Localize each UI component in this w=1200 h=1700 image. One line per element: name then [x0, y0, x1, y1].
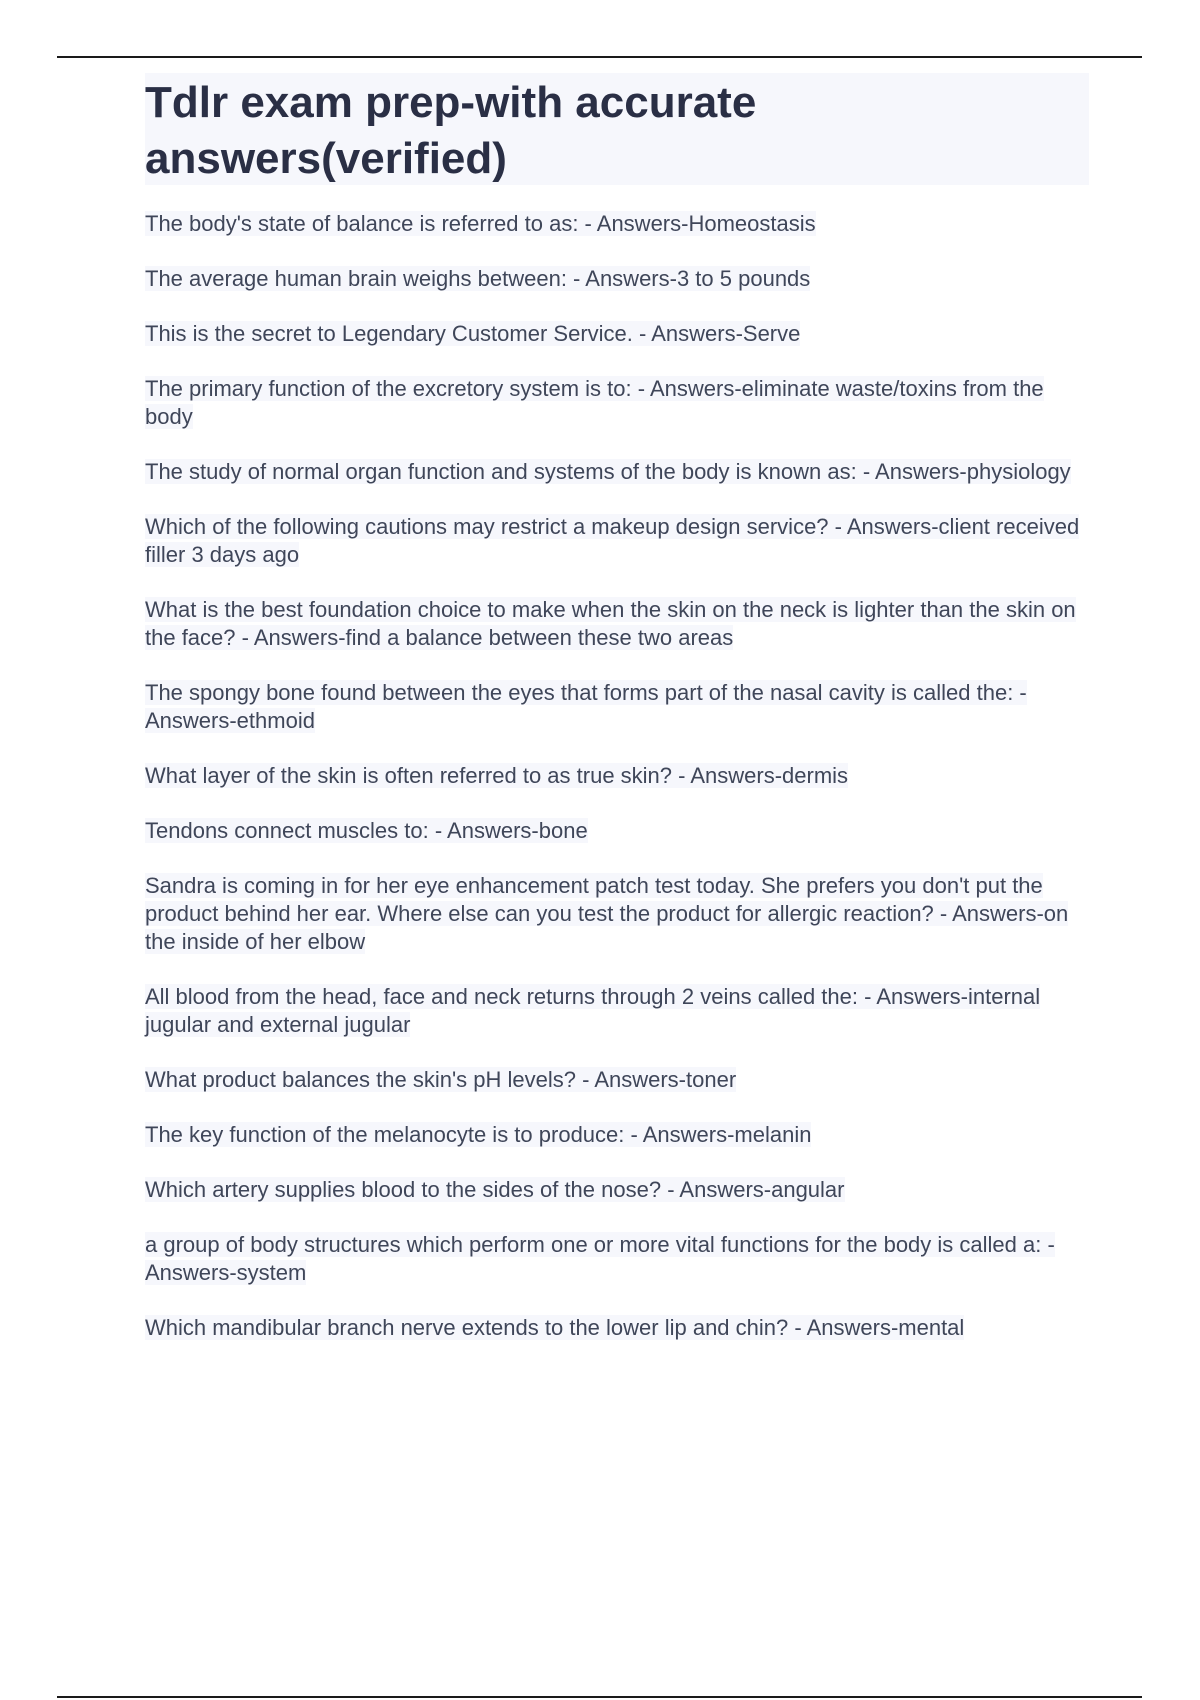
qa-item: Sandra is coming in for her eye enhancement patch test today. She prefers you don't put the product behind her ear. Where else can you test the product for allergic reaction? - Answers-on the inside of her elbow — [145, 873, 1069, 954]
top-rule — [57, 56, 1142, 58]
qa-item: This is the secret to Legendary Customer Service. - Answers-Serve — [145, 321, 801, 346]
qa-item: The body's state of balance is referred to as: - Answers-Homeostasis — [145, 211, 816, 236]
qa-item: What product balances the skin's pH levels? - Answers-toner — [145, 1067, 737, 1092]
qa-item: Tendons connect muscles to: - Answers-bone — [145, 818, 588, 843]
title-block — [145, 73, 1089, 185]
qa-item: The spongy bone found between the eyes that forms part of the nasal cavity is called the: - Answers-ethmoid — [145, 680, 1027, 733]
qa-item: The study of normal organ function and systems of the body is known as: - Answers-physiology — [145, 459, 1071, 484]
qa-item: The key function of the melanocyte is to produce: - Answers-melanin — [145, 1122, 812, 1147]
qa-item: a group of body structures which perform one or more vital functions for the body is called a: - Answers-system — [145, 1232, 1055, 1285]
qa-item: What is the best foundation choice to make when the skin on the neck is lighter than the skin on the face? - Answers-find a balance between these two areas — [145, 597, 1076, 650]
qa-item: Which artery supplies blood to the sides of the nose? - Answers-angular — [145, 1177, 845, 1202]
qa-item: Which of the following cautions may restrict a makeup design service? - Answers-client received filler 3 days ago — [145, 514, 1080, 567]
qa-list — [145, 210, 1089, 1369]
qa-item: All blood from the head, face and neck returns through 2 veins called the: - Answers-internal jugular and external jugular — [145, 984, 1041, 1037]
bottom-rule — [57, 1696, 1142, 1698]
qa-item: The average human brain weighs between: - Answers-3 to 5 pounds — [145, 266, 811, 291]
document-title: Tdlr exam prep-with accurate answers(verified) — [145, 78, 757, 183]
qa-item: The primary function of the excretory system is to: - Answers-eliminate waste/toxins from the body — [145, 376, 1044, 429]
qa-item: Which mandibular branch nerve extends to the lower lip and chin? - Answers-mental — [145, 1315, 965, 1340]
qa-item: What layer of the skin is often referred to as true skin? - Answers-dermis — [145, 763, 849, 788]
